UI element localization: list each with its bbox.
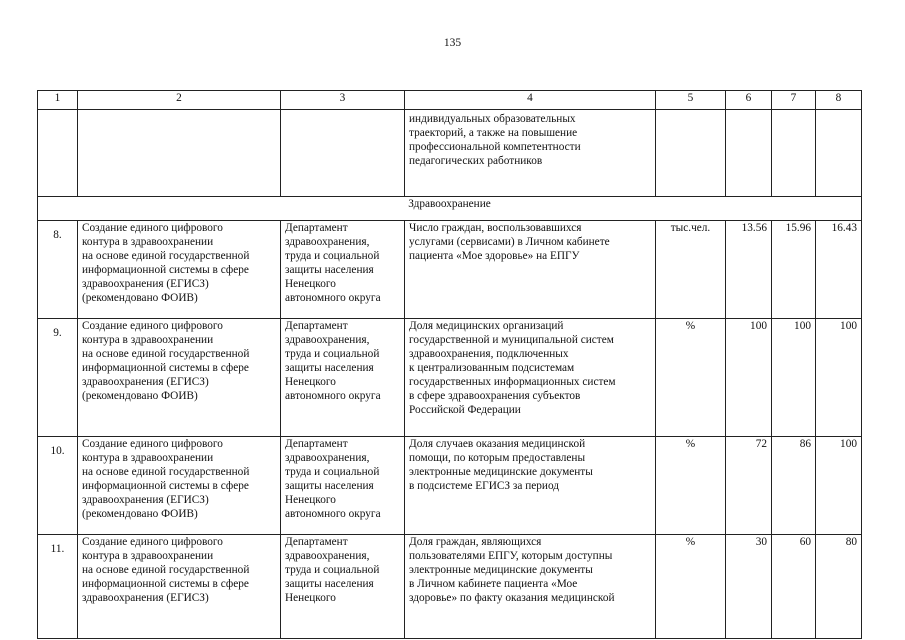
- indicator-cell: индивидуальных образовательных траекторий, а также на повышение профессиональной компетентности педагогических работников: [405, 110, 656, 197]
- column-number: 4: [405, 91, 656, 110]
- value-cell: 100: [816, 437, 862, 535]
- empty-cell: [78, 110, 281, 197]
- empty-cell: [816, 110, 862, 197]
- column-number: 7: [772, 91, 816, 110]
- measure-cell: Создание единого цифрового контура в здравоохранении на основе единой государственной информационной системы в сфере здравоохранения (ЕГИСЗ) (рекомендовано ФОИВ): [78, 437, 281, 535]
- table-row: [38, 535, 862, 639]
- indicator-cell: Число граждан, воспользовавшихся услугами (сервисами) в Личном кабинете пациента «Мое здоровье» на ЕПГУ: [405, 221, 656, 319]
- column-number: 6: [726, 91, 772, 110]
- table-row: [38, 221, 862, 319]
- value-cell: 15.96: [772, 221, 816, 319]
- value-cell: 100: [726, 319, 772, 437]
- empty-cell: [38, 110, 78, 197]
- row-number: 11.: [38, 535, 78, 639]
- empty-cell: [281, 110, 405, 197]
- continuation-row: [38, 110, 862, 197]
- unit-cell: %: [656, 437, 726, 535]
- measure-cell: Создание единого цифрового контура в здравоохранении на основе единой государственной информационной системы в сфере здравоохранения (ЕГИСЗ) (рекомендовано ФОИВ): [78, 319, 281, 437]
- column-number-row: [38, 91, 862, 110]
- empty-cell: [726, 110, 772, 197]
- empty-cell: [656, 110, 726, 197]
- value-cell: 100: [772, 319, 816, 437]
- unit-cell: %: [656, 535, 726, 639]
- unit-cell: %: [656, 319, 726, 437]
- indicator-cell: Доля медицинских организаций государственной и муниципальной систем здравоохранения, подключенных к централизованным подсистемам государственных информационных систем в сфере здравоохранения субъектов Российской Федерации: [405, 319, 656, 437]
- executor-cell: Департамент здравоохранения, труда и социальной защиты населения Ненецкого автономного округа: [281, 221, 405, 319]
- table-row: [38, 437, 862, 535]
- indicators-table: [37, 90, 862, 639]
- section-row: [38, 197, 862, 221]
- column-number: 8: [816, 91, 862, 110]
- column-number: 3: [281, 91, 405, 110]
- row-number: 8.: [38, 221, 78, 319]
- column-number: 5: [656, 91, 726, 110]
- page-number: 135: [443, 37, 462, 49]
- value-cell: 13.56: [726, 221, 772, 319]
- executor-cell: Департамент здравоохранения, труда и социальной защиты населения Ненецкого: [281, 535, 405, 639]
- column-number: 1: [38, 91, 78, 110]
- value-cell: 80: [816, 535, 862, 639]
- executor-cell: Департамент здравоохранения, труда и социальной защиты населения Ненецкого автономного округа: [281, 437, 405, 535]
- value-cell: 16.43: [816, 221, 862, 319]
- value-cell: 86: [772, 437, 816, 535]
- indicator-cell: Доля граждан, являющихся пользователями ЕПГУ, которым доступны электронные медицинские документы в Личном кабинете пациента «Мое здоровье» по факту оказания медицинской: [405, 535, 656, 639]
- value-cell: 72: [726, 437, 772, 535]
- executor-cell: Департамент здравоохранения, труда и социальной защиты населения Ненецкого автономного округа: [281, 319, 405, 437]
- unit-cell: тыс.чел.: [656, 221, 726, 319]
- indicator-cell: Доля случаев оказания медицинской помощи, по которым предоставлены электронные медицинские документы в подсистеме ЕГИСЗ за период: [405, 437, 656, 535]
- value-cell: 60: [772, 535, 816, 639]
- row-number: 10.: [38, 437, 78, 535]
- value-cell: 100: [816, 319, 862, 437]
- section-title: Здравоохранение: [38, 197, 862, 221]
- column-number: 2: [78, 91, 281, 110]
- value-cell: 30: [726, 535, 772, 639]
- row-number: 9.: [38, 319, 78, 437]
- empty-cell: [772, 110, 816, 197]
- measure-cell: Создание единого цифрового контура в здравоохранении на основе единой государственной информационной системы в сфере здравоохранения (ЕГИСЗ): [78, 535, 281, 639]
- measure-cell: Создание единого цифрового контура в здравоохранении на основе единой государственной информационной системы в сфере здравоохранения (ЕГИСЗ) (рекомендовано ФОИВ): [78, 221, 281, 319]
- table-row: [38, 319, 862, 437]
